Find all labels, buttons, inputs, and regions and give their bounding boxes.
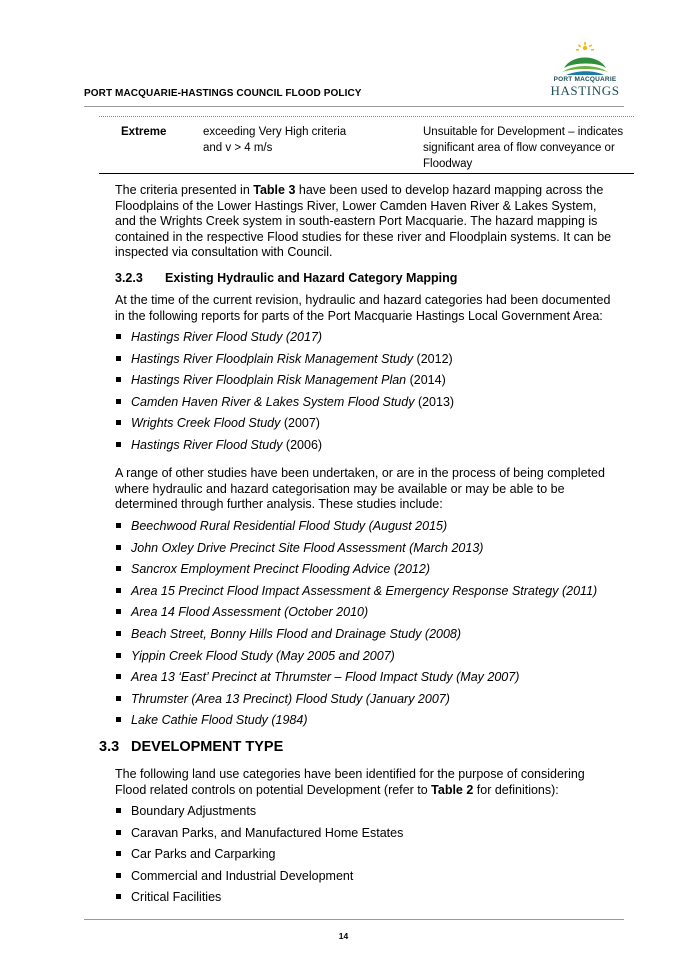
list-item: Lake Cathie Flood Study (1984) <box>115 712 635 734</box>
section-3-3-heading <box>99 739 283 755</box>
other-studies-paragraph <box>115 466 625 513</box>
bullet-icon <box>116 377 121 382</box>
bullet-icon <box>116 588 121 593</box>
document-header-title: PORT MACQUARIE-HASTINGS COUNCIL FLOOD POLICY <box>84 88 362 99</box>
bullet-icon <box>116 356 121 361</box>
description-line-2: significant area of flow conveyance or <box>423 142 615 154</box>
bullet-icon <box>116 873 121 878</box>
bullet-icon <box>116 696 121 701</box>
list-item: Beach Street, Bonny Hills Flood and Drainage Study (2008) <box>115 626 635 648</box>
bullet-icon <box>116 808 121 813</box>
list-item: Hastings River Flood Study (2006) <box>115 437 635 459</box>
intro-line-3: and the Wrights Creek system in south-eastern Port Macquarie. The hazard mapping is <box>115 214 598 228</box>
list-item: Wrights Creek Flood Study (2007) <box>115 415 635 437</box>
paragraph-line: where hydraulic and hazard categorisation may be available or may be able to be <box>115 481 565 496</box>
list-item: Commercial and Industrial Development <box>115 868 635 890</box>
footer-divider <box>84 919 624 920</box>
section-3-3-paragraph <box>115 767 625 798</box>
table-top-border <box>99 116 634 117</box>
paragraph-line: Flood related controls on potential Development (refer to Table 2 for definitions): <box>115 782 559 797</box>
studies-list <box>115 518 635 734</box>
intro-line-2: Floodplains of the Lower Hastings River, Lower Camden Haven River & Lakes System, <box>115 198 597 213</box>
development-categories-list <box>115 803 635 911</box>
section-number: 3.3 <box>99 739 120 755</box>
bullet-icon <box>116 717 121 722</box>
reports-list <box>115 329 635 459</box>
list-item: Thrumster (Area 13 Precinct) Flood Study (January 2007) <box>115 691 635 713</box>
bullet-icon <box>116 566 121 571</box>
bullet-icon <box>116 894 121 899</box>
list-item: Yippin Creek Flood Study (May 2005 and 2007) <box>115 648 635 670</box>
bullet-icon <box>116 830 121 835</box>
bullet-icon <box>116 399 121 404</box>
council-logo <box>548 42 622 100</box>
hazard-category-extreme: Extreme <box>121 126 167 138</box>
list-item: Car Parks and Carparking <box>115 846 635 868</box>
bullet-icon <box>116 674 121 679</box>
intro-paragraph <box>115 183 625 261</box>
paragraph-line: At the time of the current revision, hydraulic and hazard categories had been documented <box>115 293 611 307</box>
bullet-icon <box>116 851 121 856</box>
list-item: Hastings River Floodplain Risk Management Study (2012) <box>115 351 635 373</box>
sun-wave-logo-icon <box>548 42 622 76</box>
list-item: Critical Facilities <box>115 889 635 911</box>
page-number: 14 <box>338 931 349 941</box>
paragraph-line: The following land use categories have been identified for the purpose of considering <box>115 767 585 781</box>
list-item: Beechwood Rural Residential Flood Study (August 2015) <box>115 518 635 540</box>
logo-text-port-macquarie: PORT MACQUARIE <box>553 76 617 83</box>
list-item: Area 13 ‘East’ Precinct at Thrumster – Flood Impact Study (May 2007) <box>115 669 635 691</box>
bullet-icon <box>116 334 121 339</box>
section-title: DEVELOPMENT TYPE <box>131 739 284 755</box>
criteria-line-2: and v > 4 m/s <box>203 142 273 154</box>
paragraph-line: determined through further analysis. These studies include: <box>115 497 443 511</box>
list-item: John Oxley Drive Precinct Site Flood Assessment (March 2013) <box>115 540 635 562</box>
list-item: Hastings River Floodplain Risk Management Plan (2014) <box>115 372 635 394</box>
intro-line-5: inspected via consultation with Council. <box>115 245 333 259</box>
paragraph-line: A range of other studies have been undertaken, or are in the process of being completed <box>115 466 605 480</box>
bullet-icon <box>116 609 121 614</box>
section-title: Existing Hydraulic and Hazard Category Mapping <box>165 271 458 285</box>
list-item: Boundary Adjustments <box>115 803 635 825</box>
bullet-icon <box>116 631 121 636</box>
list-item: Sancrox Employment Precinct Flooding Advice (2012) <box>115 561 635 583</box>
section-3-2-3-paragraph <box>115 293 625 324</box>
header-divider <box>84 106 624 107</box>
list-item: Caravan Parks, and Manufactured Home Estates <box>115 825 635 847</box>
table-bottom-border <box>99 173 634 174</box>
criteria-line-1: exceeding Very High criteria <box>203 126 347 138</box>
intro-line-1: The criteria presented in Table 3 have been used to develop hazard mapping across the <box>115 183 604 197</box>
bullet-icon <box>116 523 121 528</box>
logo-text-hastings: HASTINGS <box>550 83 620 98</box>
intro-line-4: contained in the respective Flood studies for these river and Floodplain systems. It can be <box>115 229 612 244</box>
section-3-2-3-heading <box>115 271 457 285</box>
description-line-3: Floodway <box>423 158 473 170</box>
list-item: Area 15 Precinct Flood Impact Assessment & Emergency Response Strategy (2011) <box>115 583 635 605</box>
bullet-icon <box>116 420 121 425</box>
list-item: Area 14 Flood Assessment (October 2010) <box>115 604 635 626</box>
list-item: Camden Haven River & Lakes System Flood Study (2013) <box>115 394 635 416</box>
section-number: 3.2.3 <box>115 271 143 285</box>
bullet-icon <box>116 442 121 447</box>
bullet-icon <box>116 653 121 658</box>
description-line-1: Unsuitable for Development – indicates <box>423 126 624 138</box>
bullet-icon <box>116 545 121 550</box>
paragraph-line: in the following reports for parts of the Port Macquarie Hastings Local Government Area: <box>115 308 603 323</box>
list-item: Hastings River Flood Study (2017) <box>115 329 635 351</box>
